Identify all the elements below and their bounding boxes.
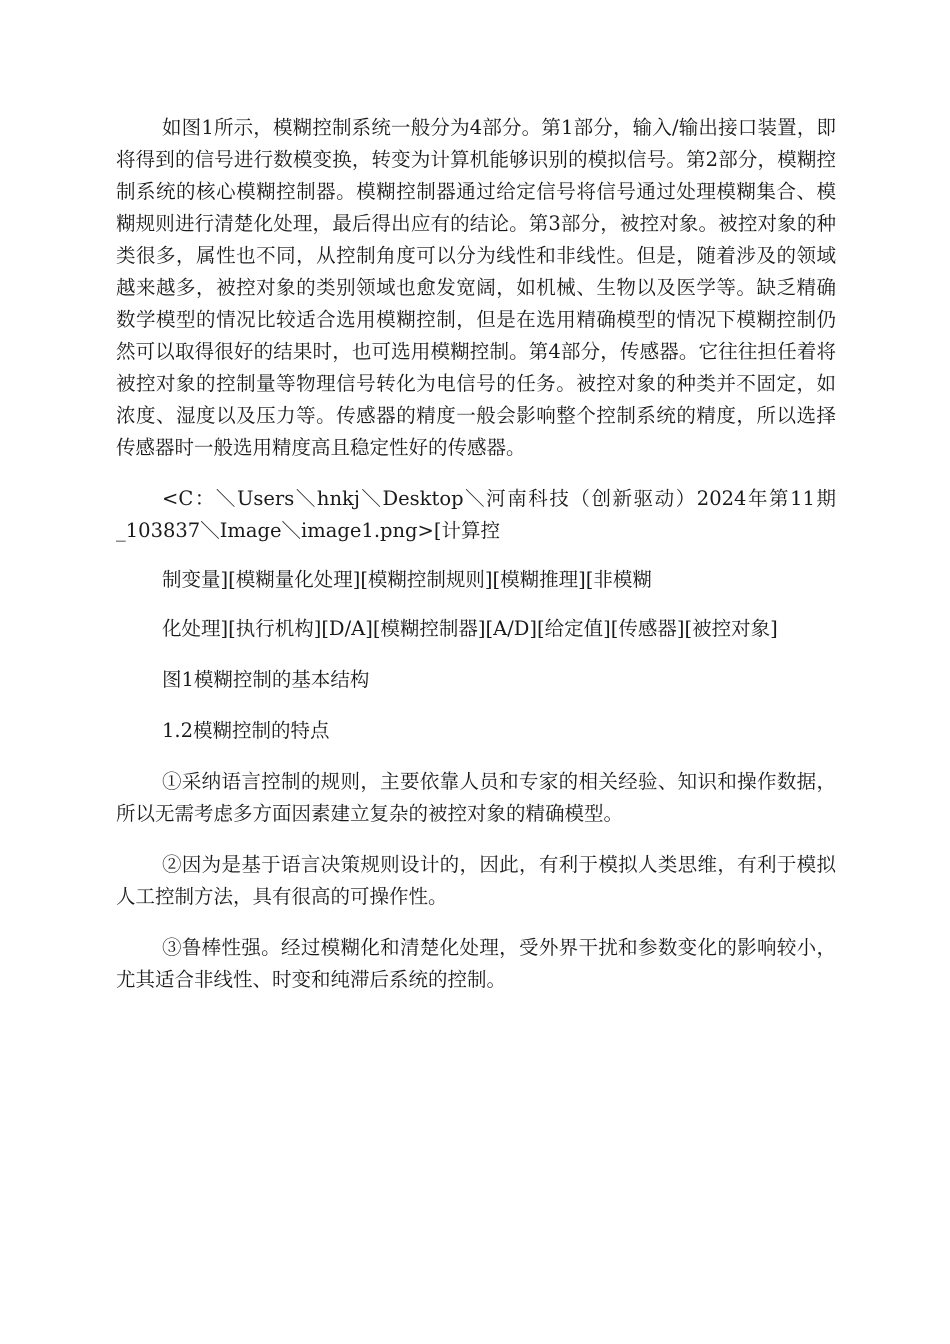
image-placeholder-path: <C：＼Users＼hnkj＼Desktop＼河南科技（创新驱动）2024年第11期_103837＼Image＼image1.png>[计算控	[116, 487, 836, 542]
image-placeholder-labels-1: 制变量][模糊量化处理][模糊控制规则][模糊推理][非模糊	[162, 568, 652, 591]
figure-caption: 图1模糊控制的基本结构	[162, 668, 370, 691]
feature-item-3: ③鲁棒性强。经过模糊化和清楚化处理，受外界干扰和参数变化的影响较小，尤其适合非线性、时变和纯滞后系统的控制。	[116, 936, 836, 991]
feature-item-2: ②因为是基于语言决策规则设计的，因此，有利于模拟人类思维，有利于模拟人工控制方法，具有很高的可操作性。	[116, 853, 836, 908]
section-heading: 1.2模糊控制的特点	[162, 719, 330, 742]
document-body	[116, 112, 836, 996]
feature-item-1: ①采纳语言控制的规则，主要依靠人员和专家的相关经验、知识和操作数据，所以无需考虑多方面因素建立复杂的被控对象的精确模型。	[116, 770, 836, 825]
image-placeholder-labels-2: 化处理][执行机构][D/A][模糊控制器][A/D][给定值][传感器][被控对象]	[162, 617, 778, 640]
paragraph-system-overview: 如图1所示，模糊控制系统一般分为4部分。第1部分，输入/输出接口装置，即将得到的信号进行数模变换，转变为计算机能够识别的模拟信号。第2部分，模糊控制系统的核心模糊控制器。模糊控制器通过给定信号将信号通过处理模糊集合、模糊规则进行清楚化处理，最后得出应有的结论。第3部分，被控对象。被控对象的种类很多，属性也不同，从控制角度可以分为线性和非线性。但是，随着涉及的领域越来越多，被控对象的类别领域也愈发宽阔，如机械、生物以及医学等。缺乏精确数学模型的情况比较适合选用模糊控制，但是在选用精确模型的情况下模糊控制仍然可以取得很好的结果时，也可选用模糊控制。第4部分，传感器。它往往担任着将被控对象的控制量等物理信号转化为电信号的任务。被控对象的种类并不固定，如浓度、湿度以及压力等。传感器的精度一般会影响整个控制系统的精度，所以选择传感器时一般选用精度高且稳定性好的传感器。	[116, 116, 836, 459]
